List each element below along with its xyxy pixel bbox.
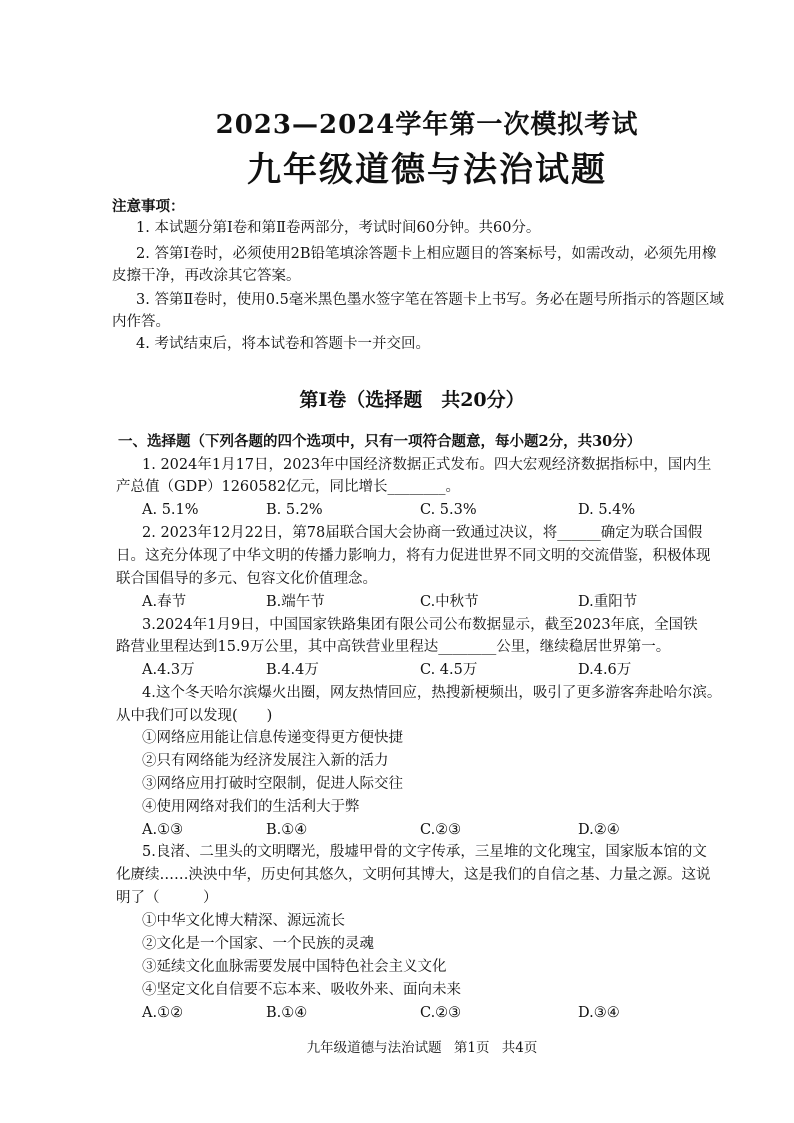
option-a: A. 5.1%: [142, 502, 199, 518]
statement: ③延续文化血脉需要发展中国特色社会主义文化: [142, 959, 447, 975]
section-title: 第Ⅰ卷（选择题 共20分）: [299, 389, 525, 411]
option-d: D. 5.4%: [578, 502, 636, 518]
option-b: B.端午节: [266, 594, 325, 610]
option-b: B. 5.2%: [266, 502, 323, 518]
statement: ②只有网络能为经济发展注入新的活力: [142, 753, 389, 769]
question-text: 联合国倡导的多元、包容文化价值理念。: [116, 571, 377, 587]
part-heading: 一、选择题（下列各题的四个选项中，只有一项符合题意，每小题2分，共30分）: [118, 433, 642, 450]
option-c: C.②③: [420, 1005, 462, 1021]
notice-line: 皮擦干净，再改涂其它答案。: [112, 268, 301, 284]
question-text: 路营业里程达到15.9万公里，其中高铁营业里程达________公里，继续稳居世界第一。: [116, 639, 671, 655]
question-text: 产总值（GDP）1260582亿元，同比增长________。: [116, 479, 461, 495]
statement: ①网络应用能让信息传递变得更方便快捷: [142, 730, 403, 746]
exam-subtitle: 九年级道德与法治试题: [247, 150, 607, 190]
question-text: 从中我们可以发现( ): [116, 708, 273, 724]
statement: ④坚定文化自信要不忘本来、吸收外来、面向未来: [142, 982, 461, 998]
question-text: 3.2024年1月9日，中国国家铁路集团有限公司公布数据显示，截至2023年底，全国铁: [142, 617, 698, 633]
question-text: 4.这个冬天哈尔滨爆火出圈，网友热情回应，热搜新梗频出，吸引了更多游客奔赴哈尔滨。: [142, 685, 722, 701]
statement: ③网络应用打破时空限制，促进人际交往: [142, 776, 403, 792]
question-text: 5.良渚、二里头的文明曙光，殷墟甲骨的文字传承，三星堆的文化瑰宝，国家版本馆的文: [142, 844, 707, 860]
question-text: 明了（ ）: [116, 890, 218, 906]
exam-title: 2023—2024学年第一次模拟考试: [215, 110, 639, 140]
option-c: C.中秋节: [420, 594, 479, 610]
option-b: B.①④: [266, 822, 308, 838]
question-text: 化赓续……泱泱中华，历史何其悠久，文明何其博大，这是我们的自信之基、力量之源。这说: [116, 867, 711, 883]
statement: ①中华文化博大精深、源远流长: [142, 913, 345, 929]
option-a: A.4.3万: [142, 662, 195, 678]
option-d: D.②④: [578, 822, 620, 838]
option-d: D.4.6万: [578, 662, 632, 678]
footer-title: 九年级道德与法治试题: [306, 1040, 442, 1056]
option-d: D.③④: [578, 1005, 620, 1021]
option-c: C.②③: [420, 822, 462, 838]
option-a: A.①③: [142, 822, 184, 838]
footer-total-pages: 共4页: [501, 1040, 538, 1056]
notice-line: 2. 答第Ⅰ卷时，必须使用2B铅笔填涂答题卡上相应题目的答案标号，如需改动，必须先用橡: [136, 246, 717, 262]
notice-line: 内作答。: [112, 314, 170, 330]
option-c: C. 5.3%: [420, 502, 477, 518]
option-a: A.春节: [142, 594, 187, 610]
option-d: D.重阳节: [578, 594, 638, 610]
option-b: B.①④: [266, 1005, 308, 1021]
question-text: 2. 2023年12月22日，第78届联合国大会协商一致通过决议，将______确定为联合国假: [142, 525, 703, 541]
option-b: B.4.4万: [266, 662, 319, 678]
statement: ④使用网络对我们的生活利大于弊: [142, 799, 360, 815]
notice-line: 3. 答第Ⅱ卷时，使用0.5毫米黑色墨水签字笔在答题卡上书写。务必在题号所指示的答题区域: [136, 292, 724, 308]
question-text: 1. 2024年1月17日，2023年中国经济数据正式发布。四大宏观经济数据指标中，国内生: [142, 457, 712, 473]
notice-line: 4. 考试结束后，将本试卷和答题卡一并交回。: [136, 336, 430, 352]
footer-page-number: 第1页: [453, 1040, 490, 1056]
page-footer: [0, 1036, 794, 1056]
notice-line: 1. 本试题分第Ⅰ卷和第Ⅱ卷两部分，考试时间60分钟。共60分。: [136, 220, 541, 236]
notice-heading: 注意事项：: [112, 198, 185, 215]
option-c: C. 4.5万: [420, 662, 478, 678]
option-a: A.①②: [142, 1005, 184, 1021]
question-text: 日。这充分体现了中华文明的传播力影响力，将有力促进世界不同文明的交流借鉴，积极体现: [116, 548, 711, 564]
statement: ②文化是一个国家、一个民族的灵魂: [142, 936, 374, 952]
